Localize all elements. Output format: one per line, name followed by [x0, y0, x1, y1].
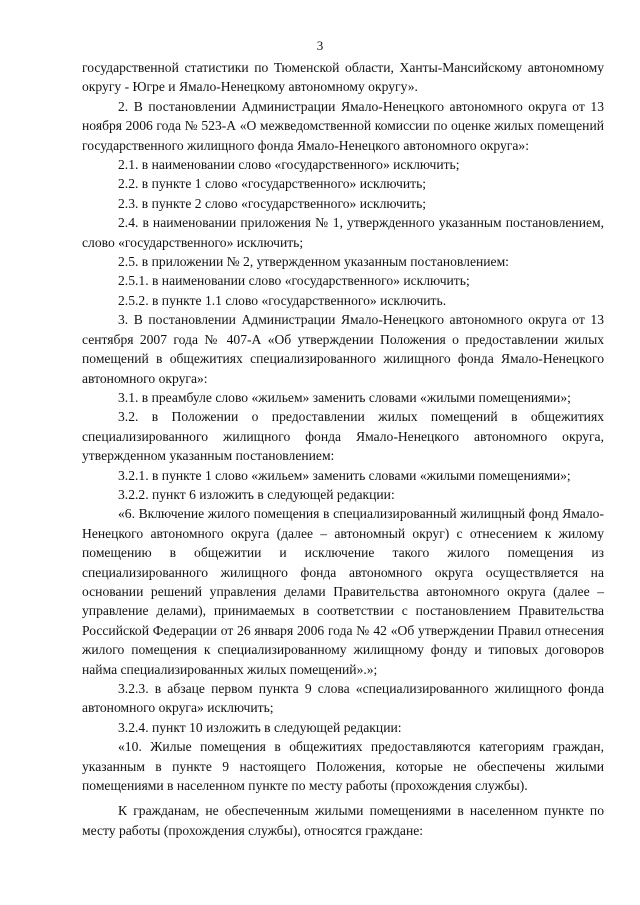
- paragraph: 2.5. в приложении № 2, утвержденном указанным постановлением:: [118, 254, 509, 270]
- document-body: [82, 58, 604, 840]
- paragraph: 2.1. в наименовании слово «государственного» исключить;: [118, 157, 460, 173]
- page-number: 3: [316, 38, 324, 53]
- paragraph: 2.5.1. в наименовании слово «государственного» исключить;: [118, 273, 470, 289]
- paragraph: «10. Жилые помещения в общежитиях предоставляются категориям граждан, указанным в пункте 9 настоящего Положения, которые не обеспечены жилыми помещениями в населенном пункте по месту работы (прохождения службы).: [82, 739, 604, 794]
- paragraph: 3.1. в преамбуле слово «жильем» заменить словами «жилыми помещениями»;: [118, 389, 571, 405]
- paragraph: 2.3. в пункте 2 слово «государственного» исключить;: [118, 195, 427, 211]
- paragraph: 2.5.2. в пункте 1.1 слово «государственного» исключить.: [118, 292, 447, 308]
- paragraph: 2.4. в наименовании приложения № 1, утвержденного указанным постановлением, слово «государственного» исключить;: [82, 215, 604, 250]
- paragraph: государственной статистики по Тюменской области, Ханты-Мансийскому автономному округу - Югре и Ямало-Ненецкому автономному округу».: [82, 60, 604, 95]
- paragraph: 2. В постановлении Администрации Ямало-Ненецкого автономного округа от 13 ноября 2006 года № 523-А «О межведомственной комиссии по оценке жилых помещений государственного жилищного фонда Ямало-Ненецкого автономного округа»:: [82, 98, 604, 153]
- paragraph: 3.2. в Положении о предоставлении жилых помещений в общежитиях специализированного жилищного фонда Ямало-Ненецкого автономного округа, утвержденном указанным постановлением:: [82, 409, 604, 464]
- paragraph: 3.2.2. пункт 6 изложить в следующей редакции:: [118, 486, 395, 502]
- paragraph: 2.2. в пункте 1 слово «государственного» исключить;: [118, 176, 427, 192]
- paragraph: 3.2.1. в пункте 1 слово «жильем» заменить словами «жилыми помещениями»;: [118, 467, 571, 483]
- paragraph: К гражданам, не обеспеченным жилыми помещениями в населенном пункте по месту работы (прохождения службы), относятся граждане:: [82, 803, 604, 838]
- paragraph: 3.2.4. пункт 10 изложить в следующей редакции:: [118, 719, 402, 735]
- paragraph: «6. Включение жилого помещения в специализированный жилищный фонд Ямало-Ненецкого автономного округа (далее – автономный округ) с отнесением к жилому помещению в общежитии и исключение такого жилого помещения из специализированного жилищного фонда автономного округа осуществляется на основании решений управления делами Правительства автономного округа (далее – управление делами), принимаемых в соответствии с постановлением Правительства Российской Федерации от 26 января 2006 года № 42 «Об утверждении Правил отнесения жилого помещения к специализированному жилищному фонду и типовых договоров найма специализированных жилых помещений».»;: [82, 506, 604, 677]
- paragraph: 3. В постановлении Администрации Ямало-Ненецкого автономного округа от 13 сентября 2007 года № 407-А «Об утверждении Положения о предоставлении жилых помещений в общежитиях специализированного жилищного фонда Ямало-Ненецкого автономного округа»:: [82, 312, 604, 386]
- paragraph: 3.2.3. в абзаце первом пункта 9 слова «специализированного жилищного фонда автономного округа» исключить;: [82, 681, 604, 716]
